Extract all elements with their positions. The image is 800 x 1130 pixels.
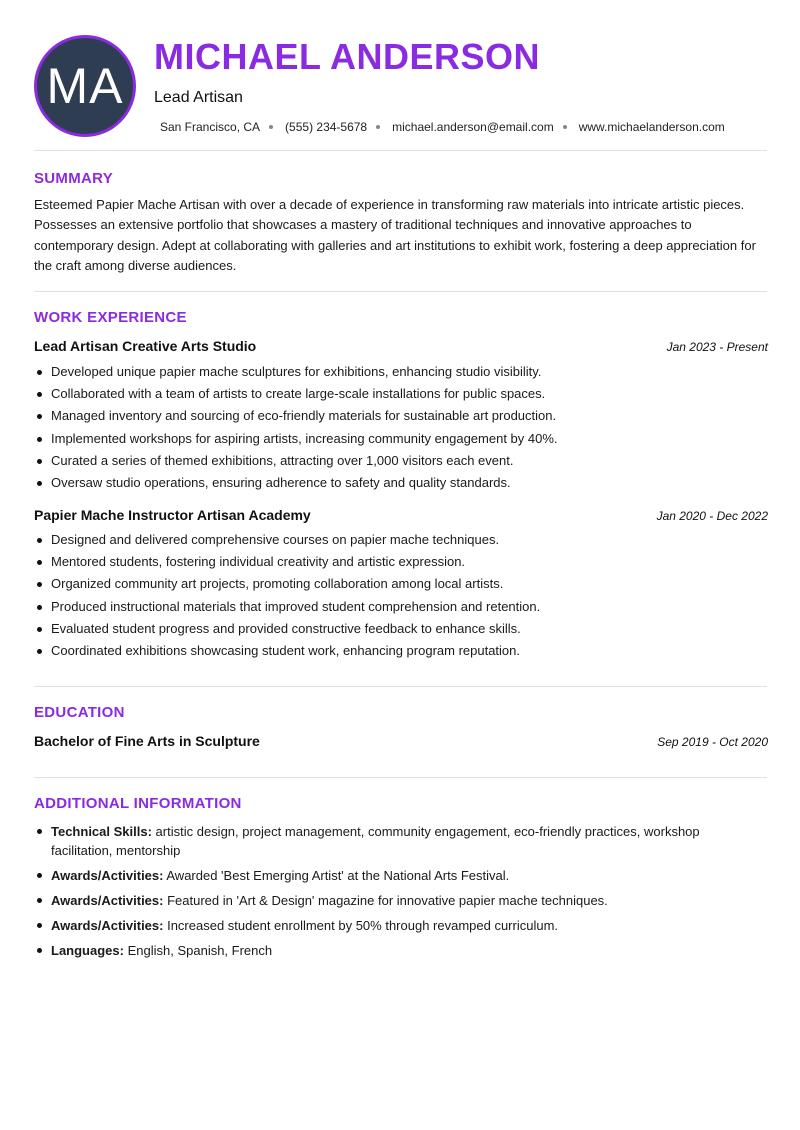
bullet-icon bbox=[37, 392, 42, 397]
candidate-role: Lead Artisan bbox=[154, 89, 243, 106]
education-header bbox=[34, 733, 768, 749]
summary-text: Esteemed Papier Mache Artisan with over a decade of experience in transforming raw materials into intricate artistic pieces. Possesses an extensive portfolio that showcases a mastery of traditional techniques and innovative approaches to contemporary design. Adept at collaborating with galleries and art institutions to exhibit work, fostering a deep appreciation for the craft among diverse audiences. bbox=[34, 197, 756, 273]
bullet-text: Developed unique papier mache sculptures for exhibitions, enhancing studio visibility. bbox=[51, 364, 542, 379]
bullet-icon bbox=[37, 627, 42, 632]
bullet-icon bbox=[37, 873, 42, 878]
job-date: Jan 2023 - Present bbox=[666, 340, 768, 354]
avatar-initials: MA bbox=[46, 58, 124, 114]
job-title: Papier Mache Instructor Artisan Academy bbox=[34, 507, 311, 523]
list-item bbox=[34, 866, 764, 885]
list-item bbox=[34, 472, 764, 494]
bullet-icon bbox=[37, 923, 42, 928]
bullet-icon bbox=[37, 948, 42, 953]
job-title: Lead Artisan Creative Arts Studio bbox=[34, 338, 257, 354]
section-title-experience: WORK EXPERIENCE bbox=[34, 309, 187, 326]
bullet-icon bbox=[37, 829, 42, 834]
job-date: Jan 2020 - Dec 2022 bbox=[656, 509, 768, 523]
item-label: Awards/Activities: bbox=[51, 918, 164, 933]
list-item bbox=[34, 361, 764, 383]
divider bbox=[34, 150, 767, 151]
bullet-icon bbox=[37, 481, 42, 486]
job-header bbox=[34, 338, 768, 354]
item-text: artistic design, project management, community engagement, eco-friendly practices, workshop facilitation, mentorship bbox=[51, 824, 700, 858]
bullet-text: Implemented workshops for aspiring artists, increasing community engagement by 40%. bbox=[51, 430, 558, 446]
section-title-education: EDUCATION bbox=[34, 704, 125, 721]
bullet-text: Curated a series of themed exhibitions, attracting over 1,000 visitors each event. bbox=[51, 452, 514, 468]
contact-website[interactable]: www.michaelanderson.com bbox=[578, 120, 725, 134]
item-text: Awarded 'Best Emerging Artist' at the National Arts Festival. bbox=[166, 868, 510, 883]
bullet-icon bbox=[37, 414, 42, 419]
avatar bbox=[34, 35, 136, 137]
education-date: Sep 2019 - Oct 2020 bbox=[657, 735, 768, 749]
contact-phone[interactable]: (555) 234-5678 bbox=[285, 120, 368, 134]
section-title-summary: SUMMARY bbox=[34, 170, 114, 187]
separator-dot bbox=[269, 125, 273, 129]
bullet-icon bbox=[37, 538, 42, 543]
bullet-text: Oversaw studio operations, ensuring adherence to safety and quality standards. bbox=[51, 475, 511, 491]
bullet-icon bbox=[37, 560, 42, 565]
item-text: Featured in 'Art & Design' magazine for innovative papier mache techniques. bbox=[167, 893, 608, 908]
job-bullets bbox=[34, 529, 764, 662]
additional-list bbox=[34, 822, 764, 966]
list-item bbox=[34, 618, 764, 640]
list-item bbox=[34, 891, 764, 910]
bullet-icon bbox=[37, 898, 42, 903]
divider bbox=[34, 291, 767, 292]
bullet-text: Evaluated student progress and provided constructive feedback to enhance skills. bbox=[51, 620, 521, 636]
bullet-icon bbox=[37, 605, 42, 610]
item-label: Awards/Activities: bbox=[51, 893, 164, 908]
list-item bbox=[34, 551, 764, 573]
bullet-icon bbox=[37, 582, 42, 587]
bullet-icon bbox=[37, 459, 42, 464]
list-item bbox=[34, 529, 764, 551]
contact-bar bbox=[160, 120, 725, 134]
section-title-additional: ADDITIONAL INFORMATION bbox=[34, 795, 242, 812]
list-item bbox=[34, 640, 764, 662]
candidate-name: MICHAEL ANDERSON bbox=[154, 36, 541, 77]
list-item bbox=[34, 405, 764, 427]
bullet-icon bbox=[37, 437, 42, 442]
bullet-text: Managed inventory and sourcing of eco-friendly materials for sustainable art production. bbox=[51, 408, 557, 424]
list-item bbox=[34, 428, 764, 450]
list-item bbox=[34, 450, 764, 472]
item-label: Languages: bbox=[51, 943, 124, 958]
list-item bbox=[34, 941, 764, 960]
list-item bbox=[34, 596, 764, 618]
contact-email[interactable]: michael.anderson@email.com bbox=[392, 120, 554, 134]
list-item bbox=[34, 383, 764, 405]
bullet-icon bbox=[37, 370, 42, 375]
list-item bbox=[34, 822, 764, 860]
item-label: Awards/Activities: bbox=[51, 868, 164, 883]
degree-title: Bachelor of Fine Arts in Sculpture bbox=[34, 733, 260, 749]
separator-dot bbox=[563, 125, 567, 129]
job-bullets bbox=[34, 361, 764, 494]
separator-dot bbox=[376, 125, 380, 129]
divider bbox=[34, 777, 767, 778]
bullet-icon bbox=[37, 649, 42, 654]
item-label: Technical Skills: bbox=[51, 824, 152, 839]
bullet-text: Mentored students, fostering individual creativity and artistic expression. bbox=[51, 554, 466, 570]
contact-location: San Francisco, CA bbox=[160, 120, 261, 134]
list-item bbox=[34, 573, 764, 595]
divider bbox=[34, 686, 767, 687]
bullet-text: Collaborated with a team of artists to create large-scale installations for public spaces. bbox=[51, 386, 546, 402]
bullet-text: Organized community art projects, promoting collaboration among local artists. bbox=[51, 576, 504, 592]
bullet-text: Coordinated exhibitions showcasing student work, enhancing program reputation. bbox=[51, 643, 521, 659]
item-text: English, Spanish, French bbox=[127, 943, 273, 958]
list-item bbox=[34, 916, 764, 935]
job-header bbox=[34, 507, 768, 523]
bullet-text: Produced instructional materials that improved student comprehension and retention. bbox=[51, 598, 541, 614]
item-text: Increased student enrollment by 50% through revamped curriculum. bbox=[167, 918, 559, 933]
bullet-text: Designed and delivered comprehensive courses on papier mache techniques. bbox=[51, 532, 500, 547]
